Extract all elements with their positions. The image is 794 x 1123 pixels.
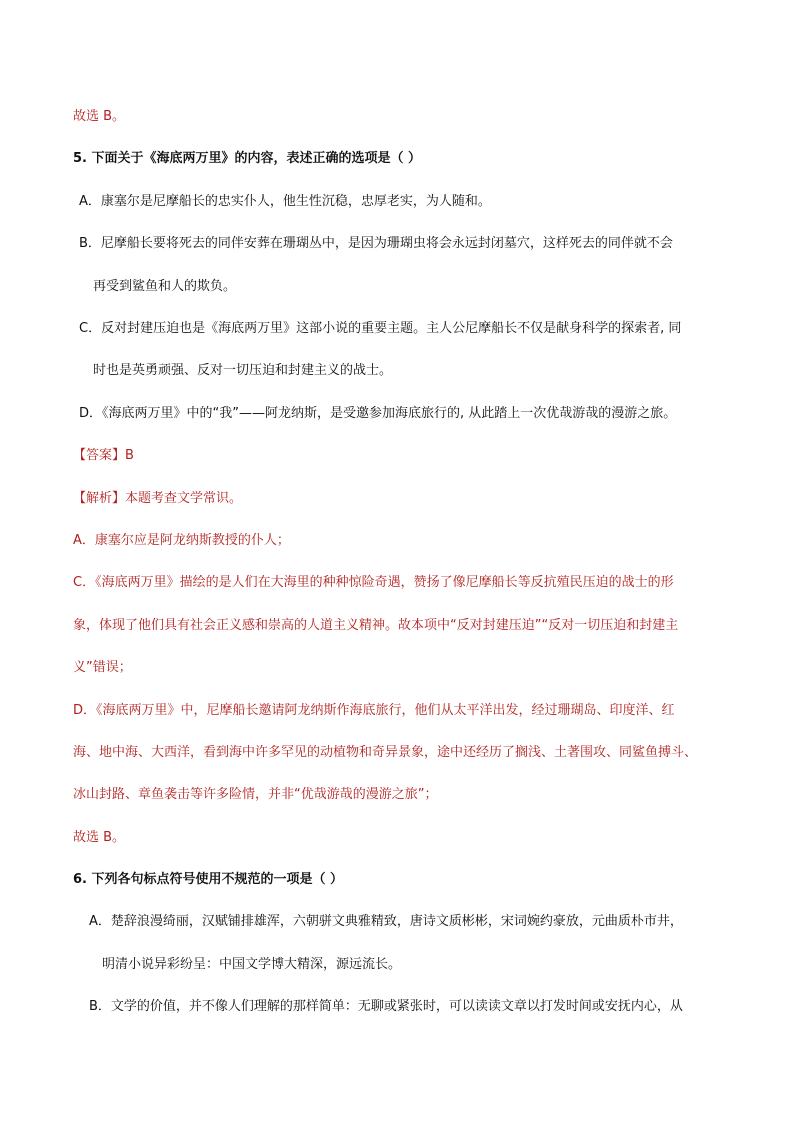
q5-option-d: D．《海底两万里》中的“我”——阿龙纳斯，是受邀参加海底旅行的, 从此踏上一次优哉游哉的漫游之旅。: [79, 406, 677, 421]
conclusion-line-1: 故选 B。: [73, 109, 126, 124]
analysis-a: A．康塞尔应是阿龙纳斯教授的仆人；: [73, 533, 290, 548]
answer-label: 【答案】B: [73, 448, 134, 463]
conclusion-line-2: 故选 B。: [73, 830, 126, 845]
analysis-c-cont-1: 象，体现了他们具有社会正义感和崇高的人道主义精神。故本项中“反对封建压迫”“反对一切压迫和封建主: [73, 618, 679, 633]
analysis-c: C．《海底两万里》描绘的是人们在大海里的种种惊险奇遇，赞扬了像尼摩船长等反抗殖民压迫的战士的形: [73, 575, 674, 590]
q6-option-a: A．楚辞浪漫绮丽，汉赋铺排雄浑，六朝骈文典雅精致，唐诗文质彬彬，宋词婉约豪放，元曲质朴市井，: [89, 914, 683, 929]
analysis-c-cont-2: 义”错误；: [73, 660, 132, 675]
q6-option-b: B．文学的价值，并不像人们理解的那样简单：无聊或紧张时，可以读读文章以打发时间或安抚内心，从: [89, 999, 683, 1014]
analysis-d-cont-2: 冰山封路、章鱼袭击等许多险情，并非“优哉游哉的漫游之旅”；: [73, 787, 438, 802]
q5-option-c-cont: 时也是英勇顽强、反对一切压迫和封建主义的战士。: [93, 363, 393, 378]
q5-option-a: A．康塞尔是尼摩船长的忠实仆人，他生性沉稳，忠厚老实，为人随和。: [79, 194, 491, 209]
analysis-d-cont-1: 海、地中海、大西洋，看到海中许多罕见的动植物和奇异景象，途中还经历了搁浅、土著围攻、同鲨鱼搏斗、: [73, 745, 698, 760]
analysis-d: D．《海底两万里》中，尼摩船长邀请阿龙纳斯作海底旅行，他们从太平洋出发，经过珊瑚岛、印度洋、红: [73, 703, 675, 718]
q6-option-a-cont: 明清小说异彩纷呈：中国文学博大精深，源远流长。: [102, 957, 402, 972]
q5-option-b: B．尼摩船长要将死去的同伴安葬在珊瑚丛中，是因为珊瑚虫将会永远封闭墓穴，这样死去的同伴就不会: [79, 236, 673, 251]
analysis-label: 【解析】本题考查文学常识。: [73, 491, 243, 506]
question-5-stem: 5. 下面关于《海底两万里》的内容，表述正确的选项是（ ）: [73, 151, 422, 166]
q5-option-c: C．反对封建压迫也是《海底两万里》这部小说的重要主题。主人公尼摩船长不仅是献身科学的探索者, 同: [79, 321, 682, 336]
question-6-stem: 6. 下列各句标点符号使用不规范的一项是（ ）: [73, 872, 344, 887]
q5-option-b-cont: 再受到鲨鱼和人的欺负。: [93, 279, 237, 294]
